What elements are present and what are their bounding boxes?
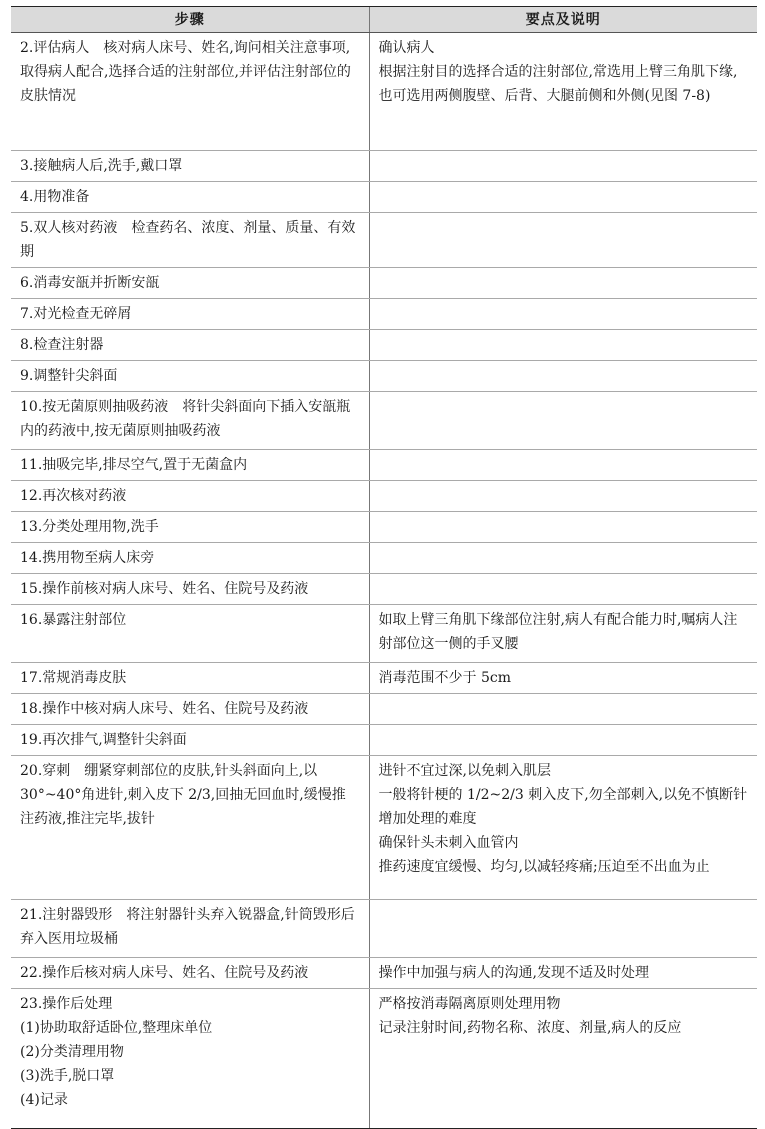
note-text: 根据注射目的选择合适的注射部位,常选用上臂三角肌下缘,也可选用两侧腹壁、后背、大腿前侧和外侧(见图 7-8) bbox=[378, 64, 738, 104]
step-text: 22.操作后核对病人床号、姓名、住院号及药液 bbox=[20, 965, 309, 981]
table-row bbox=[11, 33, 757, 151]
step-cell bbox=[11, 756, 369, 900]
note-text: 严格按消毒隔离原则处理用物 bbox=[378, 996, 561, 1012]
table-row bbox=[11, 756, 757, 900]
table-row bbox=[11, 481, 757, 512]
table-row bbox=[11, 958, 757, 989]
table-row bbox=[11, 299, 757, 330]
note-cell bbox=[369, 330, 757, 361]
note-text: 操作中加强与病人的沟通,发现不适及时处理 bbox=[378, 965, 649, 981]
table-row bbox=[11, 268, 757, 299]
table-row bbox=[11, 694, 757, 725]
table-row bbox=[11, 989, 757, 1129]
step-cell bbox=[11, 543, 369, 574]
step-text: 6.消毒安瓿并折断安瓿 bbox=[20, 275, 160, 291]
table-row bbox=[11, 512, 757, 543]
note-cell bbox=[369, 543, 757, 574]
note-cell bbox=[369, 151, 757, 182]
note-cell bbox=[369, 33, 757, 151]
step-cell bbox=[11, 392, 369, 450]
column-header-step: 步骤 bbox=[11, 7, 369, 33]
note-text: 确保针头未刺入血管内 bbox=[378, 835, 519, 851]
step-cell bbox=[11, 694, 369, 725]
step-cell bbox=[11, 574, 369, 605]
note-cell bbox=[369, 900, 757, 958]
step-cell bbox=[11, 725, 369, 756]
step-cell bbox=[11, 330, 369, 361]
note-text: 一般将针梗的 1/2~2/3 刺入皮下,勿全部刺入,以免不慎断针增加处理的难度 bbox=[378, 787, 748, 827]
step-text: 19.再次排气,调整针尖斜面 bbox=[20, 732, 187, 748]
note-cell bbox=[369, 725, 757, 756]
table-row bbox=[11, 900, 757, 958]
step-text: 15.操作前核对病人床号、姓名、住院号及药液 bbox=[20, 581, 309, 597]
step-cell bbox=[11, 299, 369, 330]
step-cell bbox=[11, 989, 369, 1129]
step-text: 18.操作中核对病人床号、姓名、住院号及药液 bbox=[20, 701, 309, 717]
table-row bbox=[11, 330, 757, 361]
step-text: (4)记录 bbox=[20, 1092, 68, 1108]
note-cell bbox=[369, 213, 757, 268]
step-text: 4.用物准备 bbox=[20, 189, 90, 205]
table-row bbox=[11, 605, 757, 663]
table-row bbox=[11, 450, 757, 481]
step-text: 8.检查注射器 bbox=[20, 337, 104, 353]
note-cell bbox=[369, 756, 757, 900]
note-cell bbox=[369, 361, 757, 392]
step-text: 2.评估病人 核对病人床号、姓名,询问相关注意事项,取得病人配合,选择合适的注射部位,并评估注射部位的皮肤情况 bbox=[20, 40, 351, 104]
note-cell bbox=[369, 392, 757, 450]
note-cell bbox=[369, 268, 757, 299]
step-text: 17.常规消毒皮肤 bbox=[20, 670, 127, 686]
note-cell bbox=[369, 958, 757, 989]
step-cell bbox=[11, 450, 369, 481]
step-text: (1)协助取舒适卧位,整理床单位 bbox=[20, 1020, 213, 1036]
step-cell bbox=[11, 361, 369, 392]
step-text: 20.穿刺 绷紧穿刺部位的皮肤,针头斜面向上,以 30°~40°角进针,刺入皮下 2/3,回抽无回血时,缓慢推注药液,推注完毕,拔针 bbox=[20, 763, 346, 827]
note-text: 推药速度宜缓慢、均匀,以减轻疼痛;压迫至不出血为止 bbox=[378, 859, 710, 875]
procedure-table-wrapper bbox=[11, 6, 757, 1129]
step-cell bbox=[11, 512, 369, 543]
step-text: 10.按无菌原则抽吸药液 将针尖斜面向下插入安瓿瓶内的药液中,按无菌原则抽吸药液 bbox=[20, 399, 351, 439]
step-cell bbox=[11, 151, 369, 182]
note-cell bbox=[369, 450, 757, 481]
step-text: 23.操作后处理 bbox=[20, 996, 113, 1012]
note-text: 如取上臂三角肌下缘部位注射,病人有配合能力时,嘱病人注射部位这一侧的手叉腰 bbox=[378, 612, 738, 652]
table-row bbox=[11, 151, 757, 182]
note-cell bbox=[369, 299, 757, 330]
step-text: (2)分类清理用物 bbox=[20, 1044, 124, 1060]
table-row bbox=[11, 725, 757, 756]
note-cell bbox=[369, 694, 757, 725]
table-row bbox=[11, 182, 757, 213]
step-text: 7.对光检查无碎屑 bbox=[20, 306, 132, 322]
note-cell bbox=[369, 574, 757, 605]
step-cell bbox=[11, 663, 369, 694]
step-cell bbox=[11, 33, 369, 151]
table-row bbox=[11, 574, 757, 605]
step-text: 21.注射器毁形 将注射器针头弃入锐器盒,针筒毁形后弃入医用垃圾桶 bbox=[20, 907, 355, 947]
table-row bbox=[11, 392, 757, 450]
note-text: 进针不宜过深,以免刺入肌层 bbox=[378, 763, 551, 779]
step-cell bbox=[11, 213, 369, 268]
note-cell bbox=[369, 512, 757, 543]
table-row bbox=[11, 663, 757, 694]
note-text: 消毒范围不少于 5cm bbox=[378, 670, 511, 686]
step-text: 9.调整针尖斜面 bbox=[20, 368, 118, 384]
step-cell bbox=[11, 605, 369, 663]
table-header-row bbox=[11, 7, 757, 33]
step-text: 11.抽吸完毕,排尽空气,置于无菌盒内 bbox=[20, 457, 248, 473]
step-cell bbox=[11, 900, 369, 958]
step-cell bbox=[11, 958, 369, 989]
table-row bbox=[11, 361, 757, 392]
note-text: 确认病人 bbox=[378, 40, 435, 56]
step-text: 3.接触病人后,洗手,戴口罩 bbox=[20, 158, 183, 174]
step-cell bbox=[11, 481, 369, 512]
note-cell bbox=[369, 605, 757, 663]
table-row bbox=[11, 543, 757, 574]
table-row bbox=[11, 213, 757, 268]
step-text: 12.再次核对药液 bbox=[20, 488, 127, 504]
note-cell bbox=[369, 663, 757, 694]
note-cell bbox=[369, 989, 757, 1129]
step-text: (3)洗手,脱口罩 bbox=[20, 1068, 115, 1084]
step-text: 5.双人核对药液 检查药名、浓度、剂量、质量、有效期 bbox=[20, 220, 356, 260]
column-header-note: 要点及说明 bbox=[369, 7, 757, 33]
step-cell bbox=[11, 182, 369, 213]
step-cell bbox=[11, 268, 369, 299]
note-cell bbox=[369, 182, 757, 213]
step-text: 14.携用物至病人床旁 bbox=[20, 550, 155, 566]
note-cell bbox=[369, 481, 757, 512]
step-text: 13.分类处理用物,洗手 bbox=[20, 519, 159, 535]
procedure-table bbox=[11, 6, 757, 1129]
step-text: 16.暴露注射部位 bbox=[20, 612, 127, 628]
note-text: 记录注射时间,药物名称、浓度、剂量,病人的反应 bbox=[378, 1020, 682, 1036]
